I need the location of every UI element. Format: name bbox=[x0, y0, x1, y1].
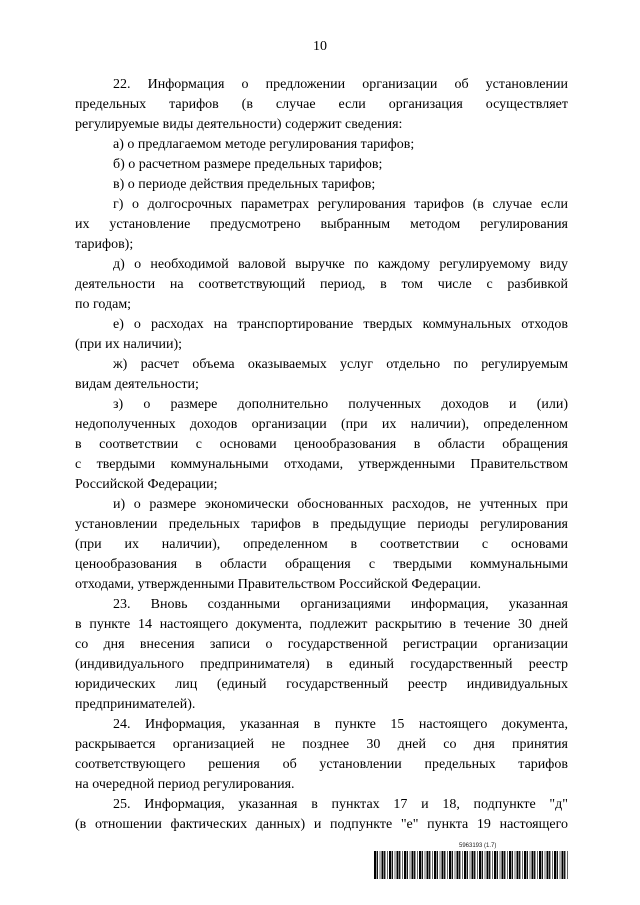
text-line: б) о расчетном размере предельных тарифов; bbox=[113, 157, 383, 172]
text-line: 24. Информация, указанная в пункте 15 настоящего документа, bbox=[113, 717, 568, 732]
text-line: в соответствии с основами ценообразования в области обращения bbox=[75, 437, 568, 452]
text-line: видам деятельности; bbox=[75, 377, 199, 392]
page-number: 10 bbox=[313, 39, 327, 54]
text-line: отходами, утвержденными Правительством Российской Федерации. bbox=[75, 577, 481, 592]
text-line: ж) расчет объема оказываемых услуг отдельно по регулируемым bbox=[113, 357, 568, 372]
text-line: раскрывается организацией не позднее 30 дней со дня принятия bbox=[75, 737, 568, 752]
text-line: и) о размере экономически обоснованных расходов, не учтенных при bbox=[113, 497, 568, 512]
text-line: предельных тарифов (в случае если организация осуществляет bbox=[75, 97, 568, 112]
text-line: Российской Федерации; bbox=[75, 477, 218, 492]
text-line: е) о расходах на транспортирование твердых коммунальных отходов bbox=[113, 317, 568, 332]
text-line: установлении предельных тарифов в предыдущие периоды регулирования bbox=[75, 517, 568, 532]
text-line: соответствующего решения об установлении предельных тарифов bbox=[75, 757, 568, 772]
text-line: з) о размере дополнительно полученных доходов и (или) bbox=[113, 397, 568, 412]
text-line: 25. Информация, указанная в пунктах 17 и 18, подпункте "д" bbox=[113, 797, 568, 812]
text-line: юридических лиц (единый государственный реестр индивидуальных bbox=[75, 677, 568, 692]
text-line: ценообразования в области обращения с твердыми коммунальными bbox=[75, 557, 568, 572]
text-line: регулируемые виды деятельности) содержит сведения: bbox=[75, 117, 403, 132]
text-line: (индивидуального предпринимателя) в единый государственный реестр bbox=[75, 657, 568, 672]
text-line: (при их наличии), определенном в соответствии с основами bbox=[75, 537, 568, 552]
text-line: с твердыми коммунальными отходами, утвержденными Правительством bbox=[75, 457, 568, 472]
text-line: (при их наличии); bbox=[75, 337, 183, 352]
text-line: их установление предусмотрено выбранным методом регулирования bbox=[75, 217, 568, 232]
text-line: на очередной период регулирования. bbox=[75, 777, 295, 792]
text-line: в пункте 14 настоящего документа, подлежит раскрытию в течение 30 дней bbox=[75, 617, 568, 632]
text-line: предпринимателей). bbox=[75, 697, 196, 712]
text-line: тарифов); bbox=[75, 237, 134, 252]
text-line: а) о предлагаемом методе регулирования тарифов; bbox=[113, 137, 415, 152]
text-line: 22. Информация о предложении организации об установлении bbox=[113, 77, 568, 92]
text-line: в) о периоде действия предельных тарифов; bbox=[113, 177, 376, 192]
document-body bbox=[75, 75, 568, 835]
text-line: по годам; bbox=[75, 297, 132, 312]
barcode bbox=[374, 851, 570, 879]
text-line: г) о долгосрочных параметрах регулирования тарифов (в случае если bbox=[113, 197, 568, 212]
text-line: д) о необходимой валовой выручке по каждому регулируемому виду bbox=[113, 257, 568, 272]
text-line: недополученных доходов организации (при их наличии), определенном bbox=[75, 417, 568, 432]
text-line: 23. Вновь созданными организациями информация, указанная bbox=[113, 597, 568, 612]
document-code: 5963193 (1.7) bbox=[459, 843, 497, 849]
text-line: со дня внесения записи о государственной регистрации организации bbox=[75, 637, 568, 652]
text-line: деятельности на соответствующий период, в том числе с разбивкой bbox=[75, 277, 568, 292]
text-line: (в отношении фактических данных) и подпункте "е" пункта 19 настоящего bbox=[75, 817, 568, 832]
